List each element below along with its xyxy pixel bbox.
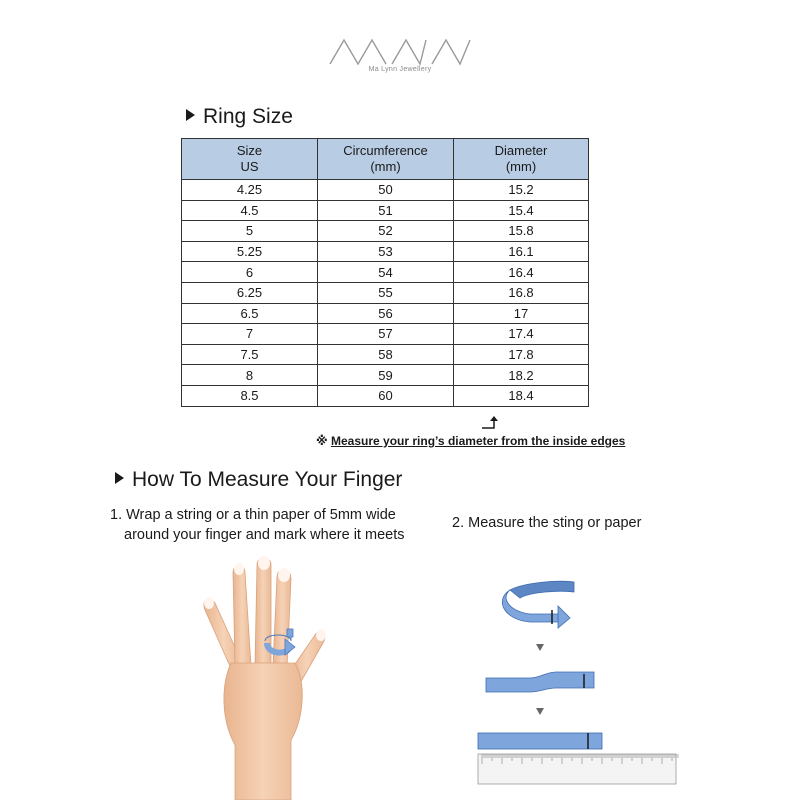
cell-diameter: 15.4 (454, 200, 589, 221)
measuring-steps-illustration (470, 570, 685, 795)
brand-name: Ma Lynn Jewellery (368, 66, 432, 73)
bullet-arrow-icon (186, 109, 195, 121)
cell-circumference: 53 (318, 241, 454, 262)
cell-size: 5 (182, 221, 318, 242)
cell-circumference: 52 (318, 221, 454, 242)
table-row (182, 303, 589, 324)
cell-circumference: 55 (318, 282, 454, 303)
ring-size-table (181, 138, 589, 407)
cell-size: 4.5 (182, 200, 318, 221)
cell-circumference: 54 (318, 262, 454, 283)
cell-size: 7.5 (182, 344, 318, 365)
header-size: Size US (182, 139, 318, 180)
bullet-arrow-icon (115, 472, 124, 484)
cell-size: 6 (182, 262, 318, 283)
down-arrow-icon (536, 708, 544, 715)
ruler-icon (478, 754, 678, 784)
cell-circumference: 57 (318, 324, 454, 345)
flat-strip-icon (478, 733, 602, 749)
cell-circumference: 51 (318, 200, 454, 221)
cell-diameter: 18.2 (454, 365, 589, 386)
hand-illustration (195, 555, 335, 800)
cell-diameter: 15.2 (454, 180, 589, 201)
note-arrow-icon (480, 416, 500, 434)
cell-diameter: 18.4 (454, 385, 589, 406)
hand-shape (204, 556, 326, 800)
note-text: Measure your ring’s diameter from the inside edges (331, 434, 626, 448)
table-row (182, 241, 589, 262)
cell-circumference: 59 (318, 365, 454, 386)
cell-size: 7 (182, 324, 318, 345)
cell-diameter: 16.4 (454, 262, 589, 283)
diameter-note (316, 434, 625, 448)
how-to-title: How To Measure Your Finger (132, 468, 403, 491)
cell-circumference: 58 (318, 344, 454, 365)
logo-mark (330, 40, 470, 64)
cell-size: 6.25 (182, 282, 318, 303)
header-diameter: Diameter (mm) (454, 139, 589, 180)
cell-circumference: 50 (318, 180, 454, 201)
table-row (182, 385, 589, 406)
cell-diameter: 16.8 (454, 282, 589, 303)
step-2-text: 2. Measure the sting or paper (452, 515, 642, 531)
cell-circumference: 60 (318, 385, 454, 406)
bent-strip-icon (486, 672, 594, 692)
table-row (182, 221, 589, 242)
cell-diameter: 16.1 (454, 241, 589, 262)
table-row (182, 200, 589, 221)
step-1-line-1: 1. Wrap a string or a thin paper of 5mm wide (110, 507, 396, 523)
curled-strip-icon (502, 581, 574, 628)
step-1-text (110, 505, 440, 545)
cell-size: 4.25 (182, 180, 318, 201)
table-row (182, 262, 589, 283)
table-row (182, 344, 589, 365)
how-to-heading (115, 468, 402, 492)
table-row (182, 324, 589, 345)
table-header-row (182, 139, 589, 180)
cell-diameter: 17 (454, 303, 589, 324)
cell-diameter: 15.8 (454, 221, 589, 242)
cell-circumference: 56 (318, 303, 454, 324)
ring-size-heading (186, 105, 293, 129)
cell-diameter: 17.8 (454, 344, 589, 365)
step-1-line-2: around your finger and mark where it meets (124, 527, 405, 543)
cell-size: 6.5 (182, 303, 318, 324)
cell-size: 8 (182, 365, 318, 386)
down-arrow-icon (536, 644, 544, 651)
table-row (182, 282, 589, 303)
note-symbol: ※ (316, 434, 328, 448)
table-row (182, 180, 589, 201)
header-circumference: Circumference (mm) (318, 139, 454, 180)
cell-diameter: 17.4 (454, 324, 589, 345)
table-row (182, 365, 589, 386)
ring-size-title: Ring Size (203, 105, 293, 128)
cell-size: 5.25 (182, 241, 318, 262)
cell-size: 8.5 (182, 385, 318, 406)
